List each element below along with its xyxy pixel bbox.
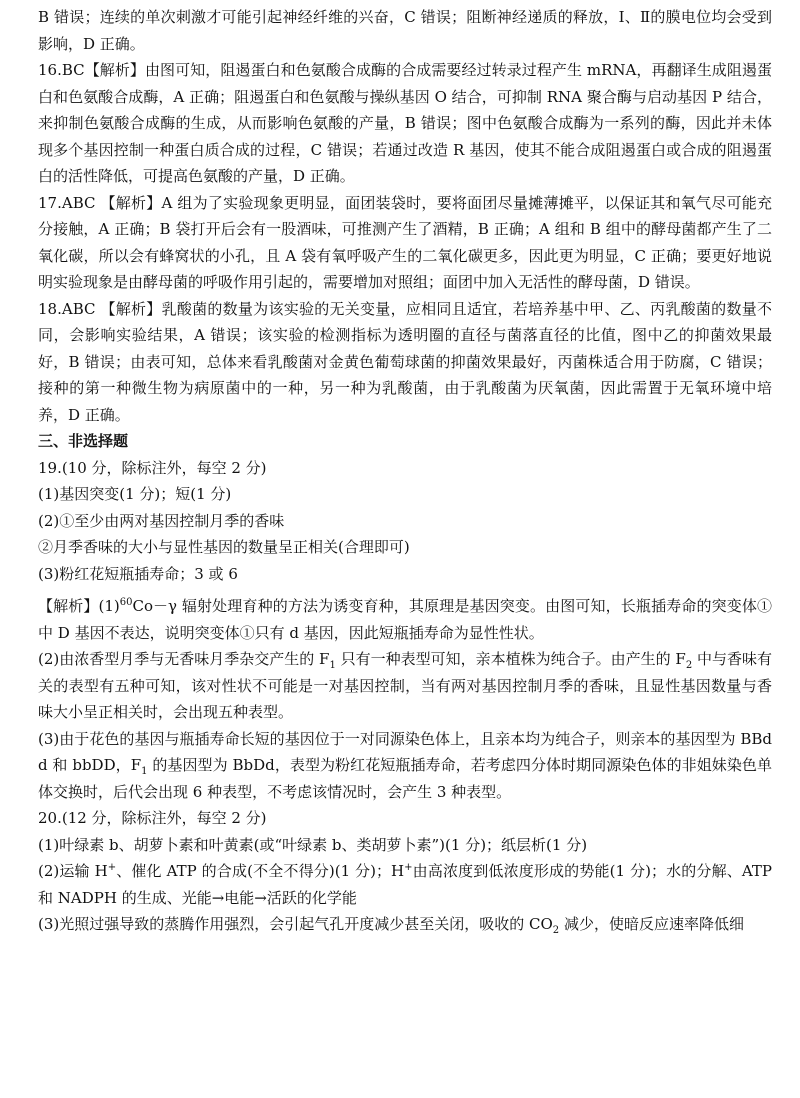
paragraph-sec3: 三、非选择题 bbox=[38, 432, 129, 450]
superscript: + bbox=[404, 862, 413, 873]
paragraph-q17: 17.ABC 【解析】A 组为了实验现象更明显，面团装袋时，要将面团尽量摊薄摊平，以保证其和氧气尽可能充分接触，A 正确；B 袋打开后会有一股酒味，可推测产生了酒精，B 正确；A 组和 B 组中的酵母菌都产生了二氧化碳，所以会有蜂窝状的小孔，且 A 袋有氧呼吸产生的二氧化碳更多，因此更为明显，C 正确；要更好地说明实验现象是由酵母菌的呼吸作用引起的，需要增加对照组；面团中加入无活性的酵母菌，D 错误。 bbox=[38, 193, 772, 291]
subscript: 1 bbox=[141, 766, 148, 777]
subscript: 2 bbox=[552, 925, 560, 936]
paragraph-q19: 19.(10 分，除标注外，每空 2 分) bbox=[38, 458, 267, 477]
text-run: 只有一种表型可知，亲本植株为纯合子。由产生的 F bbox=[335, 650, 686, 668]
paragraph-q19a2b: ②月季香味的大小与显性基因的数量呈正相关(合理即可) bbox=[38, 538, 410, 556]
superscript: 60 bbox=[119, 597, 133, 608]
superscript: + bbox=[107, 862, 117, 873]
paragraph-q20a2 bbox=[38, 858, 772, 911]
text-run: 、催化 ATP 的合成(不全不得分)(1 分)；H bbox=[116, 862, 405, 880]
text-run: (2)运输 H bbox=[38, 862, 108, 880]
paragraph-p1: B 错误；连续的单次刺激才可能引起神经纤维的兴奋，C 错误；阻断神经递质的释放，Ⅰ、Ⅱ的膜电位均会受到影响，D 正确。 bbox=[38, 8, 772, 53]
text-run: 由高浓度到低浓度形成的势能(1 分)；水的分解、ATP 和 NADPH 的生成、光能→电能→活跃的化学能 bbox=[38, 862, 772, 907]
text-run: (3)光照过强导致的蒸腾作用强烈，会引起气孔开度减少甚至关闭，吸收的 CO bbox=[38, 915, 553, 933]
answer-document bbox=[38, 4, 772, 938]
paragraph-q19a1: (1)基因突变(1 分)；短(1 分) bbox=[38, 485, 232, 503]
text-run: (2)由浓香型月季与无香味月季杂交产生的 F bbox=[38, 650, 330, 668]
text-run: 中与香味有关的表型有五种可知，该对性状不可能是一对基因控制，当有两对基因控制月季的香味，且显性基因数量与香味大小呈正相关时，会出现五种表型。 bbox=[38, 650, 772, 721]
paragraph-q19e3 bbox=[38, 726, 772, 806]
paragraph-q18: 18.ABC 【解析】乳酸菌的数量为该实验的无关变量，应相同且适宜，若培养基中甲、乙、丙乳酸菌的数量不同，会影响实验结果，A 错误；该实验的检测指标为透明圈的直径与菌落直径的比值，图中乙的抑菌效果最好，B 错误；由表可知，总体来看乳酸菌对金黄色葡萄球菌的抑菌效果最好，丙菌株适合用于防腐，C 错误；接种的第一种微生物为病原菌中的一种，另一种为乳酸菌，由于乳酸菌为厌氧菌，因此需置于无氧环境中培养，D 正确。 bbox=[38, 299, 772, 424]
text-run: Co－γ 辐射处理育种的方法为诱变育种，其原理是基因突变。由图可知，长瓶插寿命的突变体①中 D 基因不表达，说明突变体①只有 d 基因，因此短瓶插寿命为显性性状。 bbox=[38, 597, 773, 642]
paragraph-q19a2: (2)①至少由两对基因控制月季的香味 bbox=[38, 511, 285, 530]
paragraph-q19a3: (3)粉红花短瓶插寿命；3 或 6 bbox=[38, 564, 238, 583]
paragraph-q20a1: (1)叶绿素 b、胡萝卜素和叶黄素(或“叶绿素 b、类胡萝卜素”)(1 分)；纸层析(1 分) bbox=[38, 835, 588, 854]
text-run: (3)由于花色的基因与瓶插寿命长短的基因位于一对同源染色体上，且亲本均为纯合子，则亲本的基因型为 BBdd 和 bbDD，F bbox=[38, 729, 772, 774]
text-run: 【解析】(1) bbox=[38, 597, 120, 615]
paragraph-q19e1 bbox=[38, 593, 772, 646]
paragraph-q19e2 bbox=[38, 646, 772, 726]
subscript: 1 bbox=[329, 660, 336, 671]
paragraph-q20: 20.(12 分，除标注外，每空 2 分) bbox=[38, 809, 267, 827]
paragraph-q20a3 bbox=[38, 911, 772, 938]
text-run: 的基因型为 BbDd，表型为粉红花短瓶插寿命，若考虑四分体时期同源染色体的非姐妹染色单体交换时，后代会出现 6 种表型，不考虑该情况时，会产生 3 种表型。 bbox=[38, 756, 772, 801]
subscript: 2 bbox=[685, 660, 693, 671]
text-run: 减少，使暗反应速率降低细 bbox=[559, 915, 744, 933]
paragraph-q16: 16.BC【解析】由图可知，阻遏蛋白和色氨酸合成酶的合成需要经过转录过程产生 mRNA，再翻译生成阻遏蛋白和色氨酸合成酶，A 正确；阻遏蛋白和色氨酸与操纵基因 O 结合，可抑制 RNA 聚合酶与启动基因 P 结合，来抑制色氨酸合成酶的生成，从而影响色氨酸的产量，B 错误；图中色氨酸合成酶为一系列的酶，因此并未体现多个基因控制一种蛋白质合成的过程，C 错误；若通过改造 R 基因，使其不能合成阻遏蛋白或合成的阻遏蛋白的活性降低，可提高色氨酸的产量，D 正确。 bbox=[38, 61, 772, 185]
